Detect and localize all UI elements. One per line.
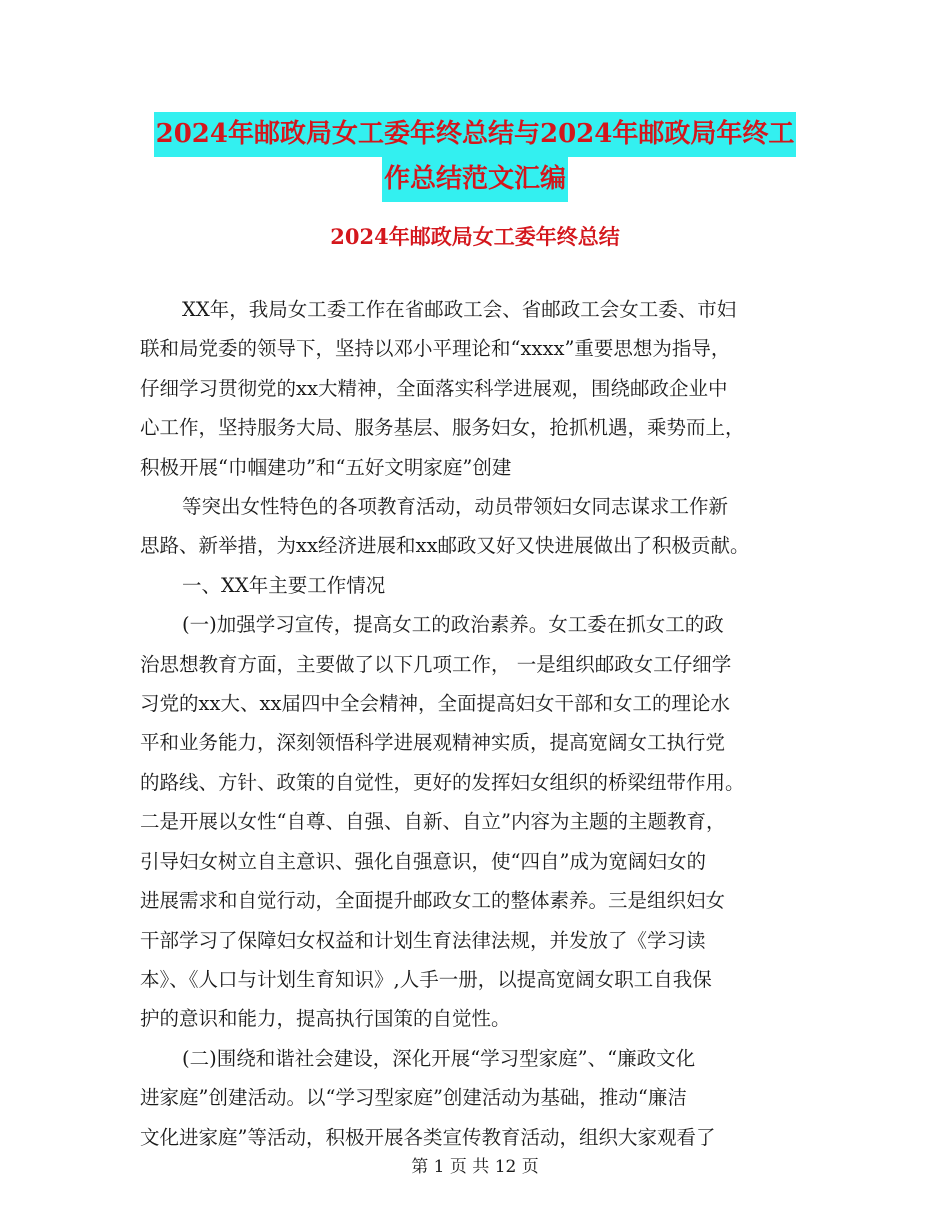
- body-line: 护的意识和能力，提高执行国策的自觉性。: [140, 1007, 511, 1031]
- body-line: 心工作，坚持服务大局、服务基层、服务妇女，抢抓机遇，乘势而上，: [140, 416, 745, 440]
- body-line: 一、XX年主要工作情况: [182, 573, 386, 597]
- body-line: 平和业务能力，深刻领悟科学进展观精神实质，提高宽阔女工执行党: [140, 731, 726, 755]
- body-line: 引导妇女树立自主意识、强化自强意识，使“四自”成为宽阔妇女的: [140, 849, 706, 873]
- body-line: 联和局党委的领导下，坚持以邓小平理论和“xxxx”重要思想为指导，: [140, 337, 731, 361]
- body-line: 仔细学习贯彻党的xx大精神，全面落实科学进展观，围绕邮政企业中: [140, 376, 728, 400]
- title-line-2: 作总结范文汇编: [382, 157, 568, 202]
- body-line: (二)围绕和谐社会建设，深化开展“学习型家庭”、“廉政文化: [182, 1046, 696, 1070]
- body-line: XX年，我局女工委工作在省邮政工会、省邮政工会女工委、市妇: [182, 298, 737, 321]
- body-line: 思路、新举措，为xx经济进展和xx邮政又好又快进展做出了积极贡献。: [140, 534, 750, 558]
- body-line: 二是开展以女性“自尊、自强、自新、自立”内容为主题的主题教育，: [140, 810, 726, 834]
- body-text: [140, 290, 820, 1157]
- body-line: 治思想教育方面，主要做了以下几项工作， 一是组织邮政女工仔细学: [140, 652, 732, 676]
- body-line: 进家庭”创建活动。以“学习型家庭”创建活动为基础，推动“廉洁: [140, 1086, 687, 1110]
- body-line: (一)加强学习宣传，提高女工的政治素养。女工委在抓女工的政: [182, 613, 724, 637]
- section-title: 2024年邮政局女工委年终总结: [330, 224, 620, 249]
- title-line-1: 2024年邮政局女工委年终总结与2024年邮政局年终工: [154, 112, 797, 157]
- body-line: 习党的xx大、xx届四中全会精神，全面提高妇女干部和女工的理论水: [140, 692, 730, 716]
- page-footer: 第 1 页 共 12 页: [411, 1157, 539, 1177]
- body-line: 进展需求和自觉行动，全面提升邮政女工的整体素养。三是组织妇女: [140, 889, 726, 913]
- body-line: 等突出女性特色的各项教育活动，动员带领妇女同志谋求工作新: [182, 495, 729, 519]
- body-line: 本》、《人口与计划生育知识》,人手一册，以提高宽阔女职工自我保: [140, 967, 712, 991]
- body-line: 干部学习了保障妇女权益和计划生育法律法规，并发放了《学习读: [140, 928, 706, 952]
- body-line: 的路线、方针、政策的自觉性，更好的发挥妇女组织的桥梁纽带作用。: [140, 770, 745, 794]
- body-line: 积极开展“巾帼建功”和“五好文明家庭”创建: [140, 455, 512, 479]
- document-title: [0, 112, 950, 202]
- body-line: 文化进家庭”等活动，积极开展各类宣传教育活动，组织大家观看了: [140, 1125, 716, 1149]
